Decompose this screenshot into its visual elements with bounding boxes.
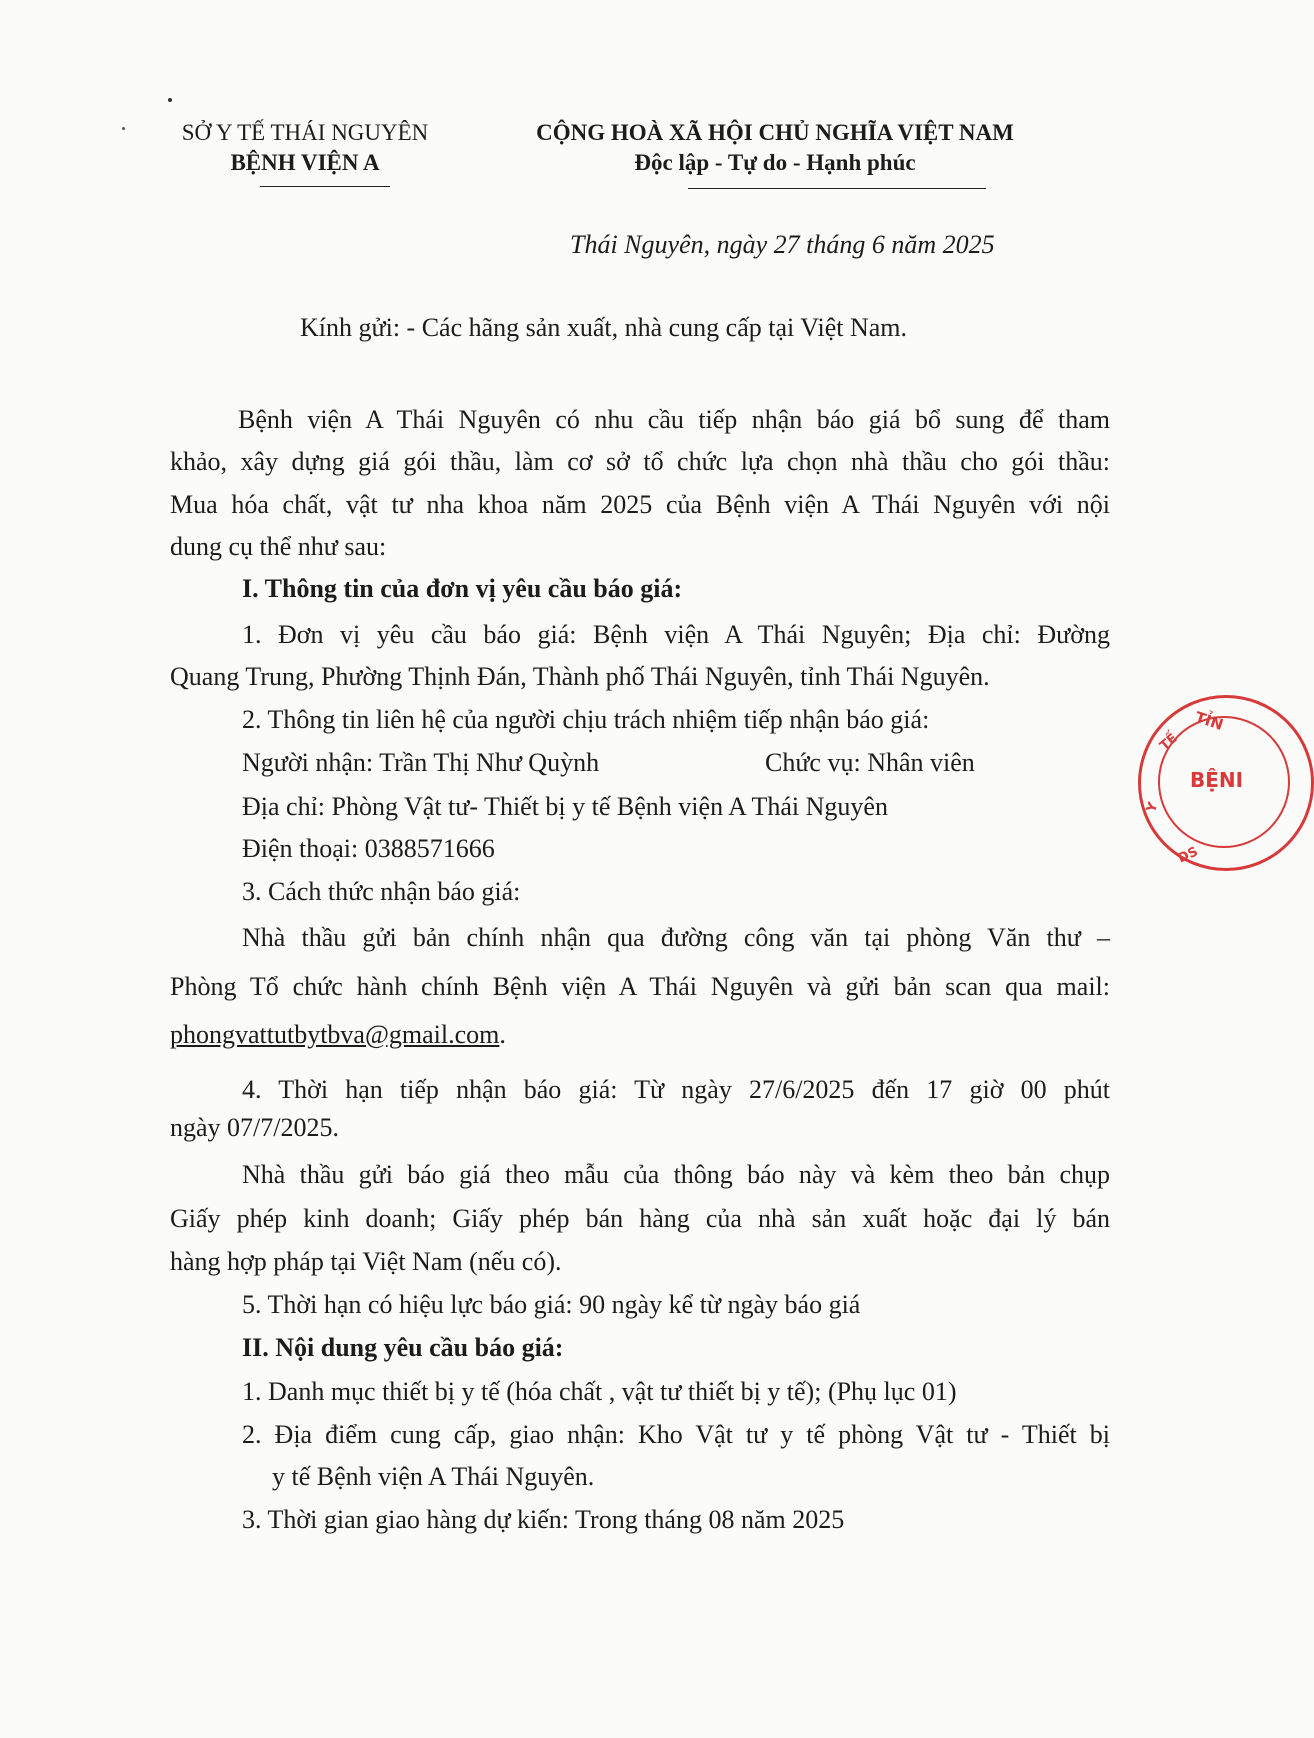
section-1-item-2: 2. Thông tin liên hệ của người chịu trách nhiệm tiếp nhận báo giá: — [242, 705, 930, 734]
issuing-organization — [170, 118, 440, 178]
hospital-name: BỆNH VIỆN A — [230, 150, 380, 175]
email-period: . — [499, 1020, 506, 1049]
section-1-item-4: 4. Thời hạn tiếp nhận báo giá: Từ ngày 27/6/2025 đến 17 giờ 00 phút — [242, 1075, 1110, 1104]
date-line: Thái Nguyên, ngày 27 tháng 6 năm 2025 — [570, 230, 995, 259]
intro-line: khảo, xây dựng giá gói thầu, làm cơ sở tổ chức lựa chọn nhà thầu cho gói thầu: — [170, 447, 1110, 476]
greeting: Kính gửi: - Các hãng sản xuất, nhà cung cấp tại Việt Nam. — [300, 313, 908, 342]
recipient-phone: Điện thoại: 0388571666 — [242, 834, 495, 863]
section-2-item-2: 2. Địa điểm cung cấp, giao nhận: Kho Vật tư y tế phòng Vật tư - Thiết bị — [242, 1420, 1110, 1449]
intro-line: dung cụ thể như sau: — [170, 532, 387, 561]
stamp-text-left: Y — [1144, 800, 1162, 815]
scan-mark — [168, 98, 172, 102]
section-1-item-1: 1. Đơn vị yêu cầu báo giá: Bệnh viện A Thái Nguyên; Địa chỉ: Đường — [242, 620, 1110, 649]
contact-email-link[interactable]: phongvattutbytbva@gmail.com — [170, 1020, 500, 1049]
scan-mark — [122, 127, 125, 130]
section-2-title: II. Nội dung yêu cầu báo giá: — [242, 1333, 564, 1362]
intro-line: Bệnh viện A Thái Nguyên có nhu cầu tiếp nhận báo giá bổ sung để tham — [238, 405, 1110, 434]
recipient-name: Người nhận: Trần Thị Như Quỳnh — [242, 748, 600, 777]
motto: Độc lập - Tự do - Hạnh phúc — [634, 150, 916, 175]
bidder-note: hàng hợp pháp tại Việt Nam (nếu có). — [170, 1247, 562, 1276]
header-left-rule — [260, 186, 390, 187]
section-1-item-1-cont: Quang Trung, Phường Thịnh Đán, Thành phố Thái Nguyên, tỉnh Thái Nguyên. — [170, 662, 990, 691]
section-1-item-5: 5. Thời hạn có hiệu lực báo giá: 90 ngày kể từ ngày báo giá — [242, 1290, 861, 1319]
section-2-item-2-cont: y tế Bệnh viện A Thái Nguyên. — [272, 1462, 595, 1491]
bidder-note: Nhà thầu gửi báo giá theo mẫu của thông báo này và kèm theo bản chụp — [242, 1160, 1110, 1189]
stamp-text-bottom: DS — [1175, 844, 1201, 867]
stamp-text-middle: BỆNI — [1190, 768, 1244, 792]
bidder-note: Giấy phép kinh doanh; Giấy phép bán hàng của nhà sản xuất hoặc đại lý bán — [170, 1204, 1110, 1233]
section-1-item-3: 3. Cách thức nhận báo giá: — [242, 877, 521, 906]
intro-line: Mua hóa chất, vật tư nha khoa năm 2025 của Bệnh viện A Thái Nguyên với nội — [170, 490, 1110, 519]
national-motto — [525, 118, 1025, 178]
section-2-item-3: 3. Thời gian giao hàng dự kiến: Trong tháng 08 năm 2025 — [242, 1505, 845, 1534]
recipient-position: Chức vụ: Nhân viên — [765, 748, 975, 777]
section-1-item-3-text: Phòng Tổ chức hành chính Bệnh viện A Thái Nguyên và gửi bản scan qua mail: — [170, 972, 1110, 1001]
section-2-item-1: 1. Danh mục thiết bị y tế (hóa chất , vật tư thiết bị y tế); (Phụ lục 01) — [242, 1377, 957, 1406]
email-line — [170, 1020, 506, 1050]
recipient-address: Địa chỉ: Phòng Vật tư- Thiết bị y tế Bệnh viện A Thái Nguyên — [242, 792, 888, 821]
stamp-text-left-2: TẾ — [1157, 731, 1181, 754]
country-name: CỘNG HOÀ XÃ HỘI CHỦ NGHĨA VIỆT NAM — [536, 120, 1014, 145]
section-1-item-3-text: Nhà thầu gửi bản chính nhận qua đường công văn tại phòng Văn thư – — [242, 923, 1110, 952]
stamp-text-top: TỈN — [1192, 708, 1226, 734]
section-1-title: I. Thông tin của đơn vị yêu cầu báo giá: — [242, 574, 683, 603]
department-name: SỞ Y TẾ THÁI NGUYÊN — [181, 120, 429, 145]
header-right-rule — [688, 188, 986, 189]
section-1-item-4-cont: ngày 07/7/2025. — [170, 1113, 339, 1142]
